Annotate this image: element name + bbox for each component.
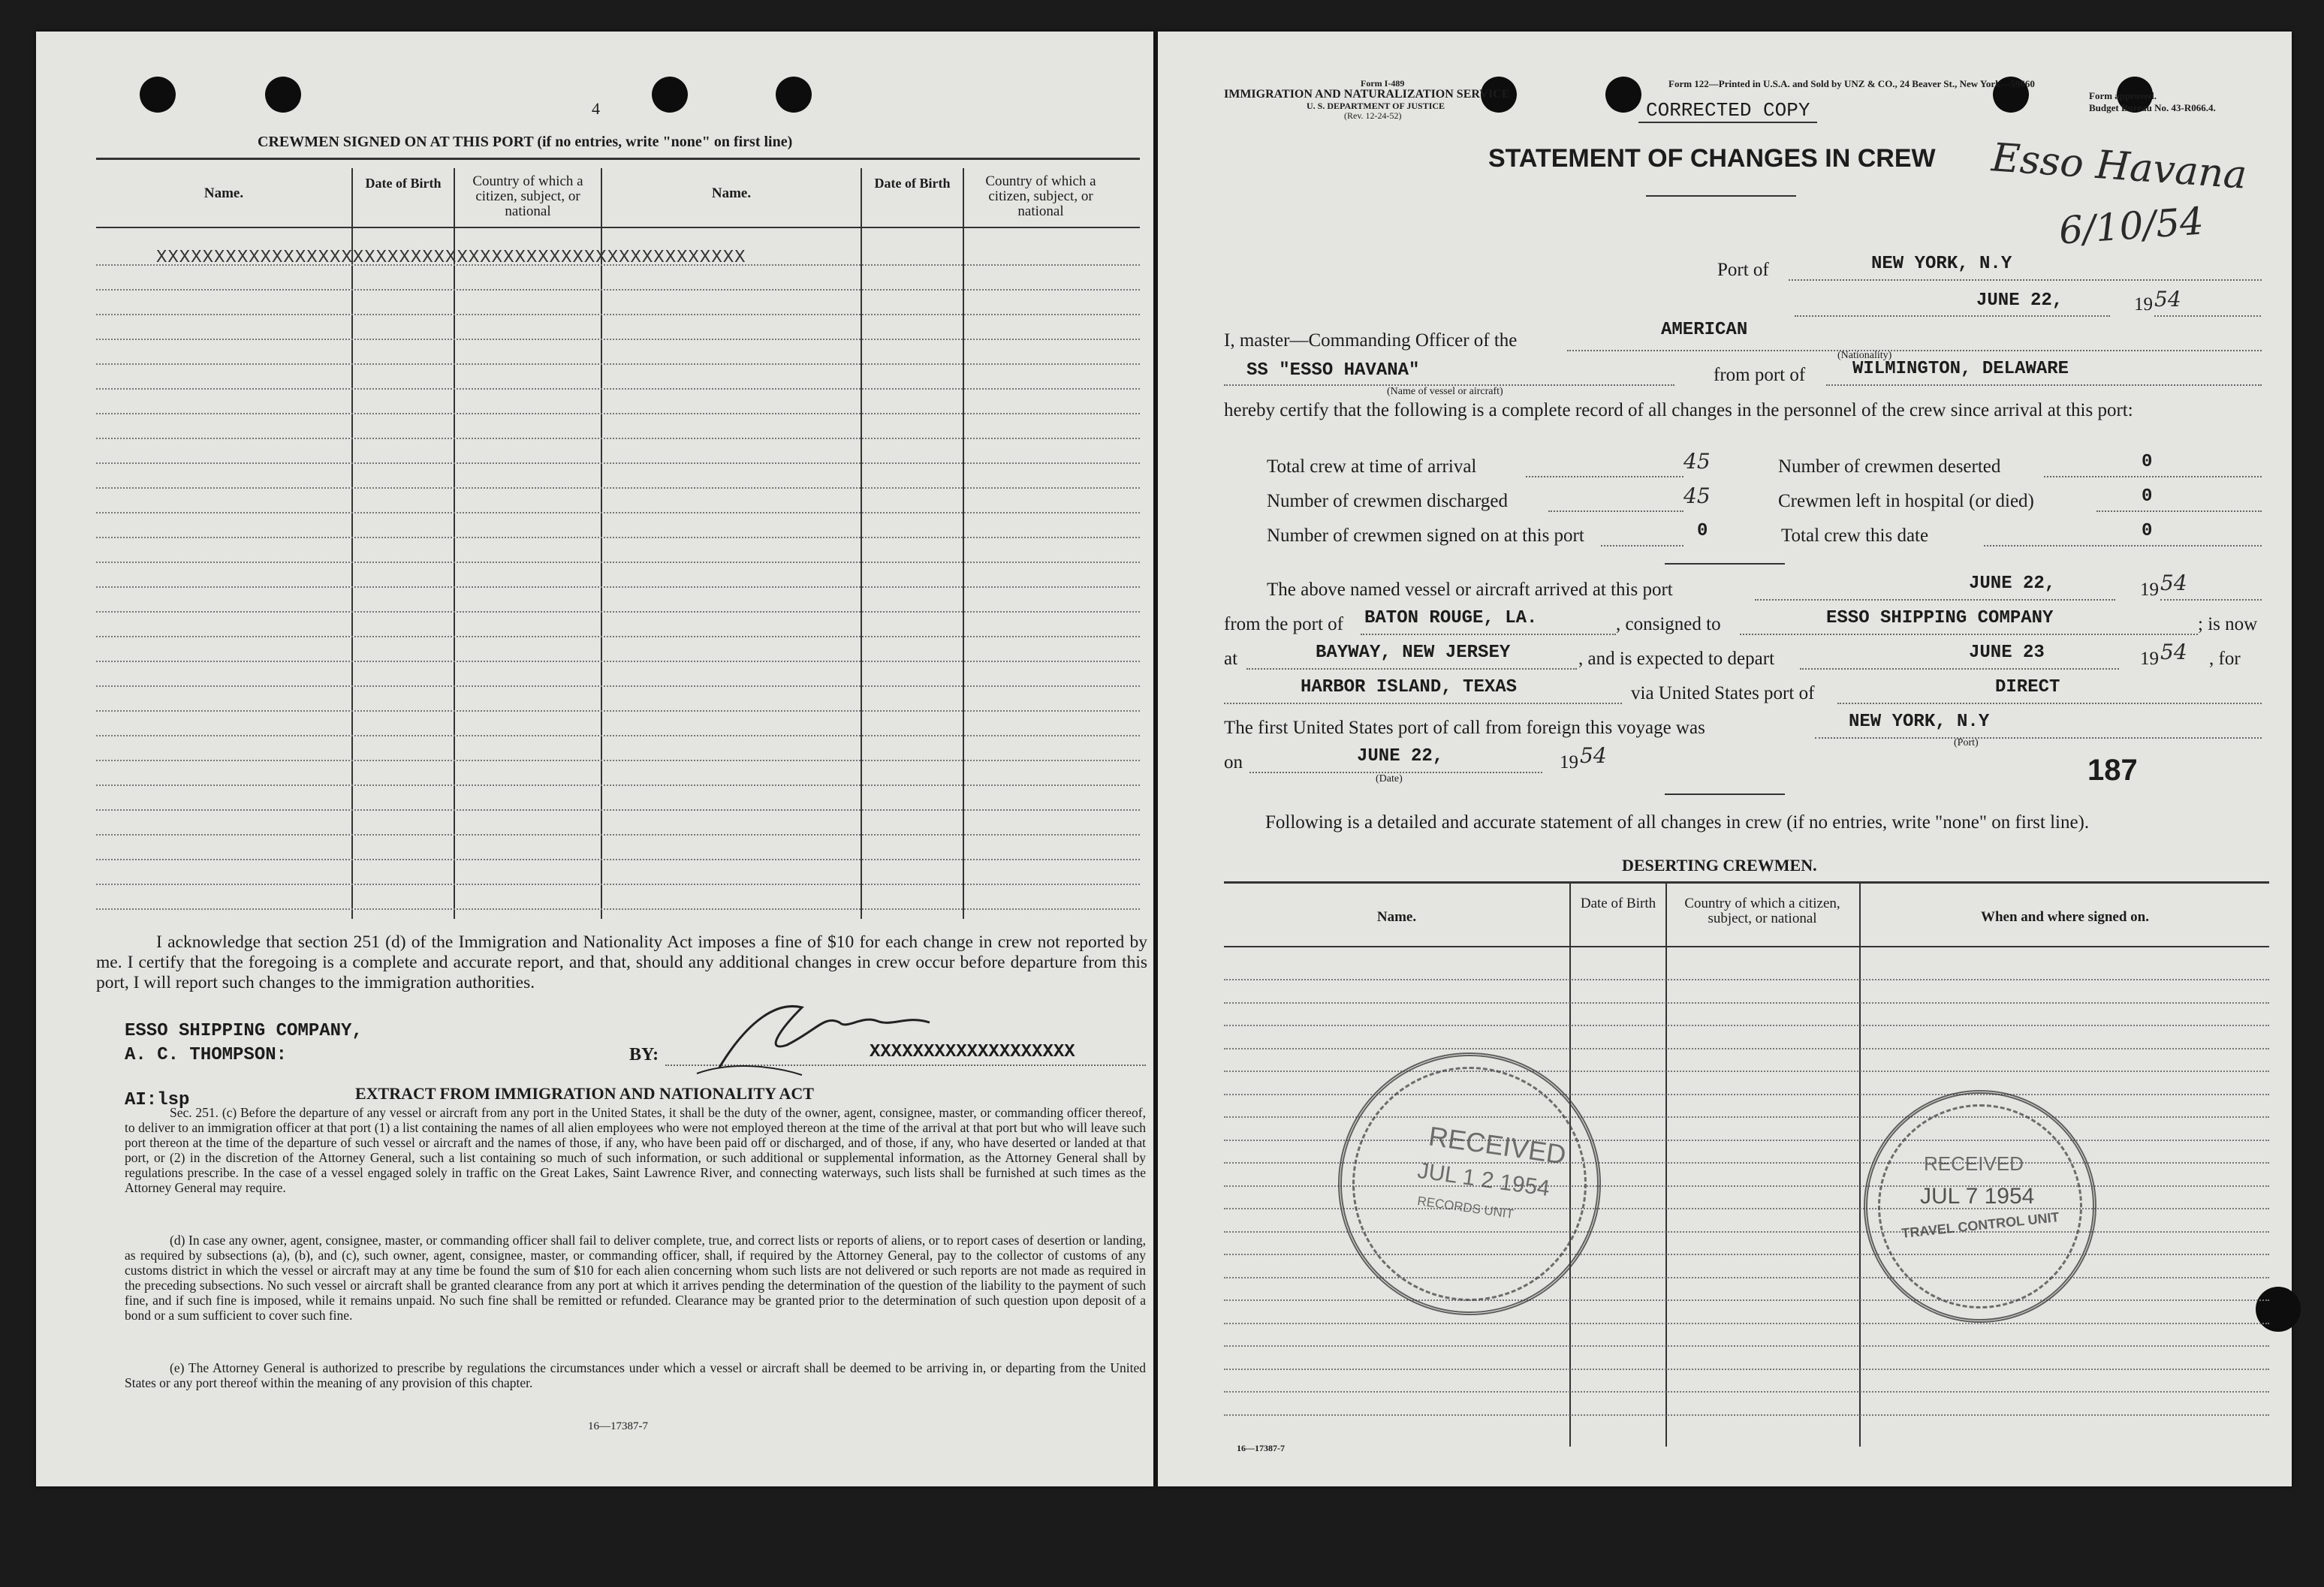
table-row	[1224, 1369, 2269, 1370]
arrived-year-prefix: 19	[2140, 580, 2159, 600]
port-line	[1789, 279, 2262, 281]
deserted-line	[2044, 476, 2262, 477]
via-line	[1837, 703, 2262, 704]
col-header-country-2: Country of which a citizen, subject, or national	[985, 173, 1096, 219]
expected-label: , and is expected to depart	[1578, 649, 1775, 669]
total-today-value: 0	[2142, 521, 2153, 541]
discharged-line	[1548, 510, 1683, 512]
table-row	[96, 611, 1140, 613]
table-row	[1224, 1299, 2269, 1301]
certify-text: hereby certify that the following is a complete record of all changes in the personnel of the crew since arrival at this port:	[1224, 400, 2133, 420]
handwritten-date: 6/10/54	[2057, 199, 2205, 253]
following-text: Following is a detailed and accurate statement of all changes in crew (if no entries, write "none" on first line).	[1265, 812, 2090, 833]
table-row	[96, 512, 1140, 513]
at-value: BAYWAY, NEW JERSEY	[1316, 643, 1511, 663]
at-line	[1246, 668, 1577, 670]
punch-hole	[140, 77, 176, 113]
col-header-name: Name.	[203, 185, 244, 201]
col-divider	[601, 168, 602, 919]
first-port-line	[1815, 737, 2262, 739]
first-port-label: The first United States port of call from foreign this voyage was	[1224, 718, 1705, 738]
vessel-value: SS "ESSO HAVANA"	[1246, 360, 1420, 381]
by-label: BY:	[629, 1045, 659, 1065]
date-caption: (Date)	[1376, 773, 1403, 784]
travel-control-stamp: RECEIVED JUL 7 1954 TRAVEL CONTROL UNIT	[1864, 1090, 2096, 1323]
table-row	[96, 685, 1140, 687]
col-divider	[963, 168, 964, 919]
consigned-label: , consigned to	[1616, 614, 1721, 634]
divider	[1665, 794, 1785, 795]
table-row	[96, 586, 1140, 588]
by-typed: XXXXXXXXXXXXXXXXXXX	[870, 1042, 1075, 1062]
footer-code: 16—17387-7	[588, 1420, 648, 1432]
total-arrival-line	[1526, 476, 1683, 477]
master-label: I, master—Commanding Officer of the	[1224, 330, 1518, 351]
acknowledgment-text: I acknowledge that section 251 (d) of the Immigration and Nationality Act imposes a fine of $10 for each change in crew not reported by me. I certify that the foregoing is a complete and accurate report, and that, should any additional changes in crew occur before departure from this port, I will report such changes to the immigration authorities.	[96, 932, 1147, 992]
col-divider	[861, 168, 862, 919]
table-row	[1224, 1025, 2269, 1026]
received-stamp: RECEIVED JUL 1 2 1954 RECORDS UNIT	[1338, 1052, 1601, 1315]
left-page	[36, 32, 1153, 1486]
from-the-port-line	[1361, 634, 1616, 635]
table-row	[1224, 1345, 2269, 1347]
form-number: Form I-489	[1361, 78, 1405, 89]
page-number: 4	[592, 99, 600, 118]
table-row	[96, 859, 1140, 860]
depart-date: JUNE 23	[1969, 643, 2045, 663]
table-row	[96, 562, 1140, 563]
table-row	[96, 438, 1140, 439]
signature	[689, 985, 960, 1083]
hospital-value: 0	[2142, 486, 2153, 507]
table-row	[96, 710, 1140, 712]
table-row	[96, 264, 1140, 266]
table-row	[1224, 1414, 2269, 1416]
agent-person: A. C. THOMPSON:	[125, 1045, 288, 1065]
table-row	[96, 388, 1140, 390]
section-title: CREWMEN SIGNED ON AT THIS PORT (if no entries, write "none" on first line)	[258, 134, 793, 150]
date-line	[1795, 315, 2110, 317]
nationality-caption: (Nationality)	[1837, 350, 1892, 361]
col-header-name: Name.	[1376, 909, 1417, 925]
col-header-dob-2: Date of Birth	[874, 176, 951, 191]
deserting-title: DESERTING CREWMEN.	[1622, 856, 1817, 875]
is-now-label: ; is now	[2198, 614, 2258, 634]
year-prefix: 19	[2134, 294, 2153, 315]
table-row	[96, 834, 1140, 836]
consigned-value: ESSO SHIPPING COMPANY	[1826, 608, 2054, 628]
corrected-copy: CORRECTED COPY	[1638, 99, 1817, 123]
table-row	[96, 537, 1140, 538]
arrived-line	[1755, 599, 2115, 601]
arrived-year: 54	[2160, 571, 2187, 595]
table-row	[1224, 979, 2269, 980]
table-row	[96, 661, 1140, 662]
sec-251-c: Sec. 251. (c) Before the departure of any vessel or aircraft from any port in the United States, it shall be the duty of the owner, agent, consignee, master, or commanding officer thereof, to deliver to an immigration officer at that port (1) a list containing the names of all alien employees who were not employed thereon at the time of the arrival at that port but who will leave such port thereon at the time of the departure of such vessel or aircraft and the names of those, if any, who have been paid off or discharged, and of those, if any, who have deserted or landed at that port, or (2) in the discretion of the Attorney General, such a list containing so much of such information, or such additional or supplemental information, as the Attorney General shall by regulations prescribe. In the case of a vessel engaged solely in traffic on the Great Lakes, Saint Lawrence River, and connecting waterways, such lists shall be furnished at such times as the Attorney General may require.	[125, 1105, 1146, 1195]
table-top-rule	[1224, 881, 2269, 884]
on-year: 54	[1580, 743, 1607, 768]
agent-name: ESSO SHIPPING COMPANY,	[125, 1021, 363, 1041]
title-underline	[1646, 195, 1796, 197]
punch-hole	[776, 77, 812, 113]
table-row	[96, 884, 1140, 885]
total-today-line	[1984, 545, 2262, 547]
col-header-country: Country of which a citizen, subject, or national	[472, 173, 583, 219]
col-divider	[1859, 884, 1861, 1447]
table-row	[1224, 1323, 2269, 1324]
department-name: U. S. DEPARTMENT OF JUSTICE	[1307, 101, 1445, 111]
via-value: DIRECT	[1995, 677, 2060, 697]
footer-code: 16—17387-7	[1237, 1443, 1285, 1453]
total-today-label: Total crew this date	[1781, 525, 1929, 546]
number-187: 187	[2087, 754, 2138, 787]
nationality-value: AMERICAN	[1661, 320, 1748, 340]
col-header-dob: Date of Birth	[365, 176, 442, 191]
form-title: STATEMENT OF CHANGES IN CREW	[1488, 144, 1936, 173]
vessel-caption: (Name of vessel or aircraft)	[1387, 386, 1503, 397]
table-row	[96, 636, 1140, 637]
port-caption: (Port)	[1954, 737, 1979, 748]
extract-title: EXTRACT FROM IMMIGRATION AND NATIONALITY ACT	[355, 1084, 814, 1103]
from-port-value: WILMINGTON, DELAWARE	[1852, 359, 2069, 379]
depart-year: 54	[2160, 640, 2187, 664]
table-row	[96, 314, 1140, 315]
table-row	[1224, 1048, 2269, 1049]
col-divider	[454, 168, 455, 919]
punch-hole	[652, 77, 688, 113]
year-value: 54	[2154, 287, 2181, 312]
arrived-label: The above named vessel or aircraft arrived at this port	[1267, 580, 1673, 600]
table-header-rule	[96, 227, 1140, 228]
table-row	[96, 784, 1140, 786]
signed-on-label: Number of crewmen signed on at this port	[1267, 525, 1584, 546]
depart-line	[1800, 668, 2119, 670]
budget-number: Budget Bureau No. 43-R066.4.	[2089, 102, 2216, 113]
discharged-label: Number of crewmen discharged	[1267, 491, 1508, 511]
from-the-port-label: from the port of	[1224, 614, 1343, 634]
table-row	[1224, 1002, 2269, 1004]
table-row	[96, 487, 1140, 489]
depart-year-prefix: 19	[2140, 649, 2159, 669]
initials: AI:lsp	[125, 1090, 190, 1110]
arrived-year-line	[2160, 599, 2262, 601]
col-header-signed-on: When and where signed on.	[1980, 909, 2149, 925]
punch-hole	[1605, 77, 1641, 113]
form-revision: (Rev. 12-24-52)	[1344, 110, 1402, 121]
col-header-dob: Date of Birth	[1580, 896, 1656, 911]
via-label: via United States port of	[1631, 683, 1815, 703]
hospital-label: Crewmen left in hospital (or died)	[1778, 491, 2034, 511]
table-row	[96, 809, 1140, 811]
hospital-line	[2096, 510, 2262, 512]
consigned-line	[1740, 634, 2198, 635]
port-label: Port of	[1717, 260, 1769, 280]
table-row	[1224, 1391, 2269, 1393]
punch-hole	[265, 77, 301, 113]
date-value: JUNE 22,	[1976, 291, 2063, 311]
total-arrival-label: Total crew at time of arrival	[1267, 456, 1477, 477]
sec-251-d: (d) In case any owner, agent, consignee, master, or commanding officer shall fail to deliver complete, true, and correct lists or reports of aliens, or to report cases of desertion or landing, as required by subsections (a), (b), and (c), such owner, agent, consignee, master, or commanding officer, shall, if required by the Attorney General, pay to the collector of customs of any customs district in which the vessel or aircraft may at any time be found the sum of $10 for each alien concerning whom such lists are not delivered or such reports are not made as required in the preceding subsections. No such vessel or aircraft shall be granted clearance from any port at which it arrives pending the determination of the question of the liability to the payment of such fine, and if such fine is imposed, while it remains unpaid. No such fine shall be remitted or refunded. Clearance may be granted prior to the determination of such question upon deposit of a bond or a sum sufficient to cover such fine.	[125, 1233, 1146, 1323]
none-entry-strikeout: XXXXXXXXXXXXXXXXXXXXXXXXXXXXXXXXXXXXXXXXXXXXXXXXXXX	[156, 248, 746, 268]
from-the-port-value: BATON ROUGE, LA.	[1364, 608, 1538, 628]
signed-on-line	[1601, 545, 1683, 547]
table-row	[96, 289, 1140, 291]
table-row	[96, 908, 1140, 910]
signed-on-value: 0	[1697, 521, 1708, 541]
nationality-line	[1567, 350, 2262, 351]
year-line	[2154, 315, 2261, 317]
punch-hole	[2256, 1287, 2301, 1332]
discharged-value: 45	[1683, 483, 1711, 508]
table-row	[96, 339, 1140, 340]
at-label: at	[1224, 649, 1238, 669]
table-row	[96, 735, 1140, 736]
right-page	[1158, 32, 2292, 1486]
table-row	[1224, 1071, 2269, 1072]
form-approved: Form approved.	[2089, 90, 2157, 101]
table-row	[96, 413, 1140, 414]
on-label: on	[1224, 752, 1243, 772]
table-header-rule	[1224, 946, 2269, 947]
total-arrival-value: 45	[1683, 449, 1711, 474]
col-divider	[1665, 884, 1667, 1447]
deserted-label: Number of crewmen deserted	[1778, 456, 2001, 477]
for-label: , for	[2209, 649, 2241, 669]
divider	[1665, 563, 1785, 565]
printer-note: Form 122—Printed in U.S.A. and Sold by UNZ & CO., 24 Beaver St., New York—59660	[1668, 78, 2035, 89]
first-port-value: NEW YORK, N.Y	[1849, 712, 1990, 732]
handwritten-vessel: Esso Havana	[1990, 135, 2249, 198]
deserted-value: 0	[2142, 452, 2153, 472]
col-divider	[351, 168, 353, 919]
on-year-prefix: 19	[1560, 752, 1578, 772]
table-row	[96, 363, 1140, 365]
col-header-name-2: Name.	[711, 185, 752, 201]
from-port-line	[1826, 384, 2262, 386]
agency-name: IMMIGRATION AND NATURALIZATION SERVICE	[1224, 88, 1510, 101]
table-row	[96, 760, 1140, 761]
col-header-country: Country of which a citizen, subject, or national	[1684, 896, 1840, 926]
from-port-label: from port of	[1714, 365, 1806, 385]
on-date-value: JUNE 22,	[1357, 746, 1444, 766]
destination-line	[1224, 703, 1622, 704]
arrived-date: JUNE 22,	[1969, 574, 2056, 594]
destination-value: HARBOR ISLAND, TEXAS	[1301, 677, 1518, 697]
table-row	[96, 462, 1140, 464]
table-top-rule	[96, 158, 1140, 160]
port-value: NEW YORK, N.Y	[1871, 254, 2012, 274]
sec-251-e: (e) The Attorney General is authorized to prescribe by regulations the circumstances under which a vessel or aircraft shall be deemed to be arriving in, or departing from the United States or any port thereof within the meaning of any provision of this chapter.	[125, 1360, 1146, 1390]
